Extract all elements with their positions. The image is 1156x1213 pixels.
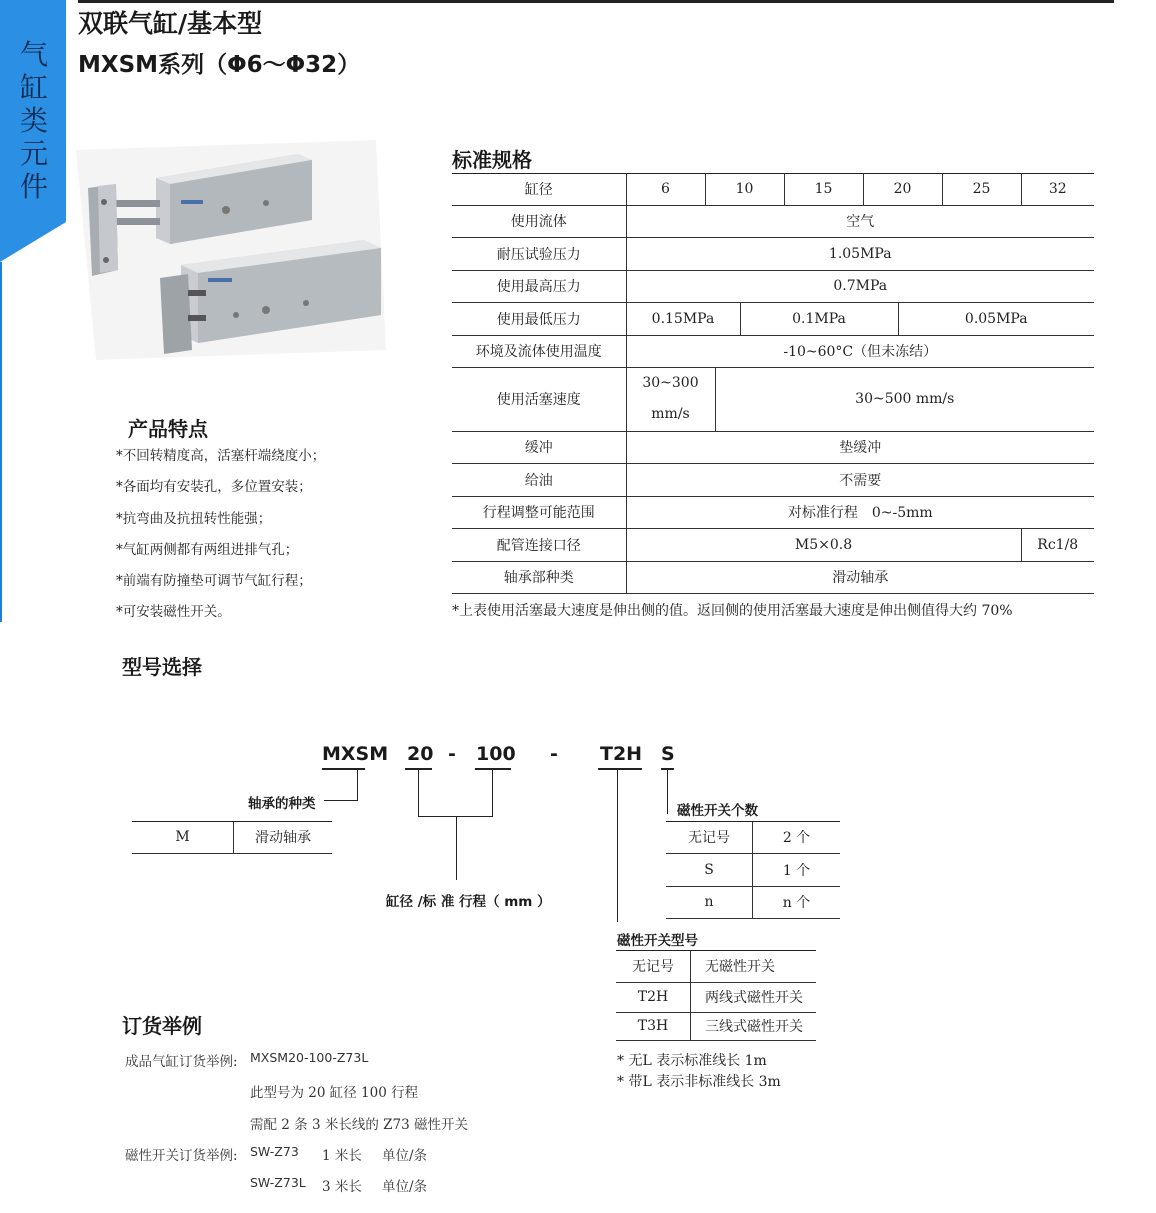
code-stroke: 100 [476,743,516,765]
spec-label: 环境及流体使用温度 [452,335,626,367]
spec-row-proof [452,237,1094,270]
spec-label: 缸径 [452,173,626,205]
spec-value: 1.05MPa [626,237,1094,270]
speed-range: 30~300 [642,375,699,391]
bore-cell: 20 [863,173,942,205]
switch-count-label: 磁性开关个数 [677,803,758,819]
spec-row-bearing [452,561,1094,593]
feature-item: *抗弯曲及抗扭转性能强； [116,511,272,527]
code-dash: - [448,743,456,765]
spec-row-bore [452,173,1094,205]
table-row [616,1012,816,1040]
code-underline [598,768,642,770]
table-cell: 滑动轴承 [234,822,333,853]
bore-cell: 25 [942,173,1021,205]
page-subtitle: MXSM系列（Φ6～Φ32） [78,52,361,78]
spec-row-speed [452,367,1094,431]
switch-type-table [616,951,816,1041]
order-cyl-code: MXSM20-100-Z73L [250,1050,369,1065]
table-cell: n [666,886,753,918]
spec-value: M5×0.8 [626,528,1021,561]
spec-value: 滑动轴承 [626,561,1094,593]
spec-label: 配管连接口径 [452,528,626,561]
connector-line [492,770,493,816]
table-row [616,951,816,982]
code-switch: T2H [600,743,643,765]
spec-row-min [452,302,1094,335]
feature-item: *前端有防撞垫可调节气缸行程； [116,573,312,589]
table-cell: S [666,853,753,886]
table-cell: 无磁性开关 [691,951,817,982]
spec-value: 30~500 mm/s [715,367,1094,431]
spec-row-max [452,270,1094,302]
spec-value: 对标准行程 0~-5mm [626,496,1094,528]
spec-table [452,173,1094,594]
spec-label: 使用活塞速度 [452,367,626,431]
bore-cell: 6 [626,173,705,205]
product-photo [76,140,386,360]
spec-row-lube [452,463,1094,496]
code-underline [322,768,365,770]
table-row [132,822,332,853]
order-cyl-line: 此型号为 20 缸径 100 行程 [250,1085,419,1101]
connector-line [617,770,618,922]
spec-value: 不需要 [626,463,1094,496]
order-cyl-label: 成品气缸订货举例: [125,1054,238,1070]
spec-row-stroke [452,496,1094,528]
connector-line [418,770,419,816]
feature-item: *可安装磁性开关。 [116,604,231,620]
spec-label: 耐压试验压力 [452,237,626,270]
connector-line [667,770,668,814]
connector-line [357,770,358,800]
order-switch-length: 3 米长 [322,1179,362,1195]
table-cell: 两线式磁性开关 [691,982,817,1012]
bearing-type-label: 轴承的种类 [248,796,316,812]
spec-label: 行程调整可能范围 [452,496,626,528]
table-row [666,822,840,853]
spec-row-cushion [452,431,1094,463]
table-row [666,886,840,918]
cable-note: * 无L 表示标准线长 1m [617,1053,767,1069]
code-underline [475,768,511,770]
model-title: 型号选择 [122,655,202,679]
table-cell: n 个 [753,886,841,918]
order-switch-code: SW-Z73L [250,1175,306,1190]
spec-value: Rc1/8 [1021,528,1094,561]
page-title: 双联气缸/基本型 [78,9,263,38]
spec-value: 空气 [626,205,1094,237]
order-switch-label: 磁性开关订货举例: [125,1148,238,1164]
cable-note: * 带L 表示非标准线长 3m [617,1074,781,1090]
table-cell: M [132,822,234,853]
feature-item: *不回转精度高，活塞杆端绕度小； [116,448,326,464]
switch-type-label: 磁性开关型号 [617,933,698,949]
connector-line [456,816,457,880]
spec-label: 轴承部种类 [452,561,626,593]
table-row [616,982,816,1012]
bore-cell: 32 [1021,173,1094,205]
bore-stroke-label: 缸径 /标 准 行程（ mm ） [386,894,551,910]
order-switch-unit: 单位/条 [382,1179,428,1195]
table-cell: T3H [616,1012,691,1040]
spec-title: 标准规格 [452,148,532,172]
spec-label: 缓冲 [452,431,626,463]
feature-item: *各面均有安装孔，多位置安装； [116,479,312,495]
table-cell: 无记号 [666,822,753,853]
spec-row-fluid [452,205,1094,237]
order-cyl-line: 需配 2 条 3 米长线的 Z73 磁性开关 [250,1117,468,1133]
side-rule [0,262,2,622]
switch-count-table [666,822,840,919]
table-cell: 2 个 [753,822,841,853]
spec-row-temp [452,335,1094,367]
features-title: 产品特点 [128,417,208,441]
spec-value-speed-small [626,367,715,431]
header-rule [78,0,1114,3]
table-cell: 1 个 [753,853,841,886]
connector-line [324,800,358,801]
order-switch-length: 1 米长 [322,1148,362,1164]
spec-label: 使用最低压力 [452,302,626,335]
spec-row-port [452,528,1094,561]
order-title: 订货举例 [122,1014,202,1038]
spec-value: 垫缓冲 [626,431,1094,463]
table-cell: 无记号 [616,951,691,982]
order-switch-code: SW-Z73 [250,1144,299,1159]
speed-unit: mm/s [651,406,690,422]
bearing-table [132,822,332,854]
spec-value: -10~60°C（但未冻结） [626,335,1094,367]
order-switch-unit: 单位/条 [382,1148,428,1164]
spec-label: 使用最高压力 [452,270,626,302]
code-dash: - [550,743,558,765]
spec-value: 0.1MPa [740,302,898,335]
feature-item: *气缸两侧都有两组进排气孔； [116,542,299,558]
code-bore: 20 [407,743,434,765]
spec-label: 给油 [452,463,626,496]
table-cell: 三线式磁性开关 [691,1012,817,1040]
spec-value: 0.7MPa [626,270,1094,302]
spec-note: *上表使用活塞最大速度是伸出侧的值。返回侧的使用活塞最大速度是伸出侧值得大约 70% [452,603,1013,619]
bore-cell: 15 [784,173,863,205]
side-tab-label: 气缸类元件 [19,38,48,203]
table-row [666,853,840,886]
table-cell: T2H [616,982,691,1012]
spec-label: 使用流体 [452,205,626,237]
bore-cell: 10 [705,173,784,205]
spec-value: 0.15MPa [626,302,740,335]
code-count: S [661,743,675,765]
spec-value: 0.05MPa [898,302,1094,335]
code-series: MXSM [322,743,389,765]
